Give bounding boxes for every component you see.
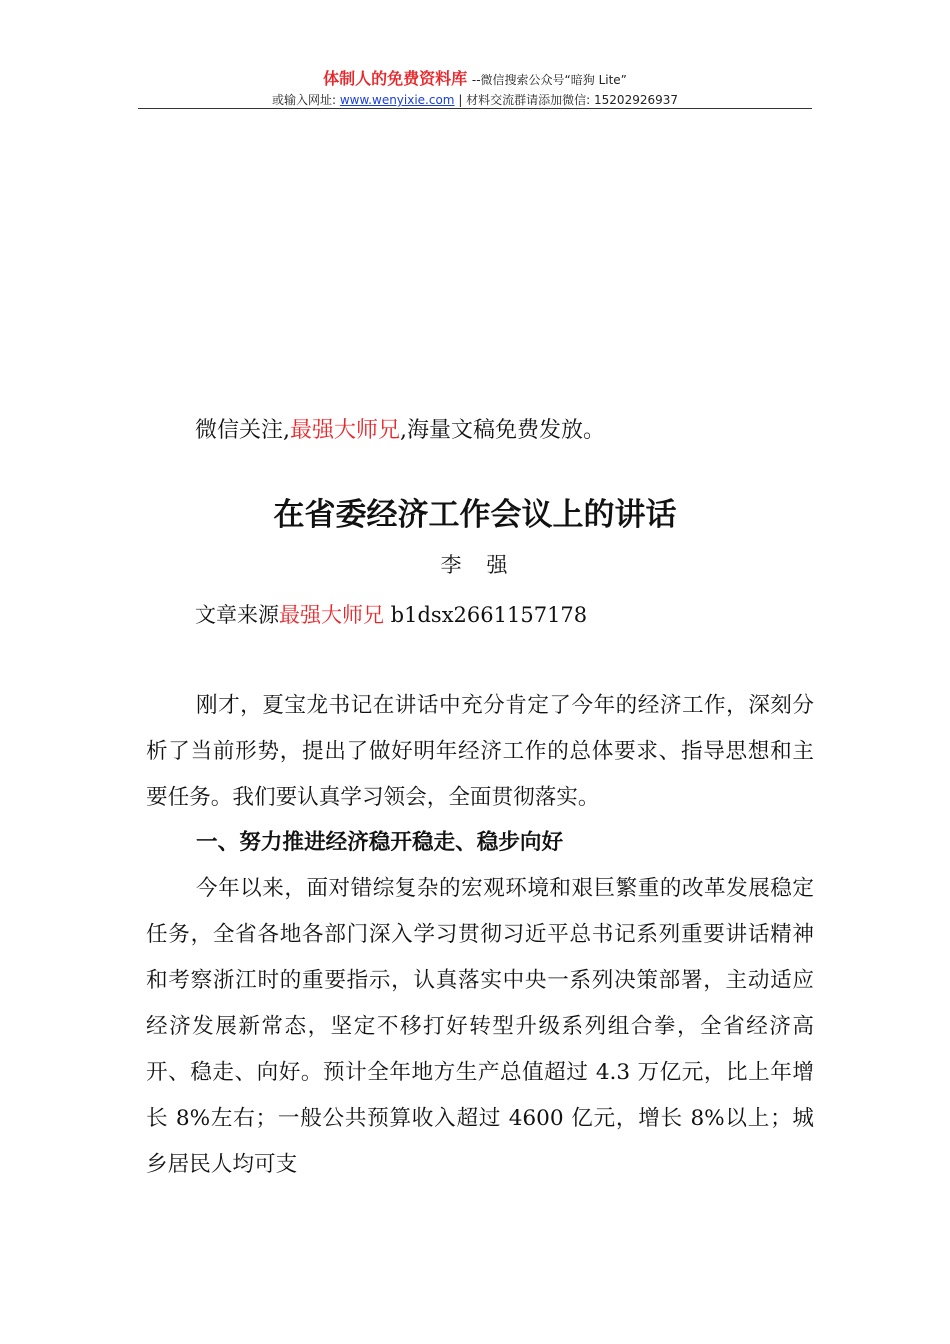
source-highlight: 最强大师兄 <box>279 603 384 627</box>
source-id: b1dsx2661157178 <box>384 603 588 627</box>
contact-info: | 材料交流群请添加微信: 15202926937 <box>454 93 679 107</box>
document-title: 在省委经济工作会议上的讲话 <box>273 497 677 533</box>
document-source <box>195 598 587 632</box>
website-link[interactable]: www.wenyixie.com <box>339 93 455 107</box>
section-heading-1: 一、努力推进经济稳开稳走、稳步向好 <box>196 830 564 855</box>
document-author: 李 强 <box>440 553 510 577</box>
body-paragraph-2: 今年以来，面对错综复杂的宏观环境和艰巨繁重的改革发展稳定任务，全省各地各部门深入学习贯彻习近平总书记系列重要讲话精神和考察浙江时的重要指示，认真落实中央一系列决策部署，主动适应经济发展新常态，坚定不移打好转型升级系列组合拳，全省经济高开、稳走、向好。预计全年地方生产总值超过 4.3 万亿元，比上年增长 8%左右；一般公共预算收入超过 4600 亿元，增长 8%以上；城乡居民人均可支 <box>146 876 814 1177</box>
brand-name: 体制人的免费资料库 <box>323 69 468 88</box>
notice-highlight: 最强大师兄 <box>290 418 401 443</box>
wechat-notice <box>195 414 605 448</box>
header-brand-line <box>138 68 812 91</box>
url-prefix: 或输入网址: <box>271 93 340 107</box>
header-divider <box>138 108 812 109</box>
header-contact-line <box>138 91 812 109</box>
source-prefix: 文章来源 <box>195 603 279 627</box>
body-paragraph-1: 刚才，夏宝龙书记在讲话中充分肯定了今年的经济工作，深刻分析了当前形势，提出了做好明年经济工作的总体要求、指导思想和主要任务。我们要认真学习领会，全面贯彻落实。 <box>146 693 814 810</box>
brand-note: --微信搜索公众号“暗狗 Lite” <box>471 73 627 87</box>
notice-prefix: 微信关注, <box>195 418 290 443</box>
notice-suffix: ,海量文稿免费发放。 <box>400 418 606 443</box>
page-header <box>138 68 812 109</box>
